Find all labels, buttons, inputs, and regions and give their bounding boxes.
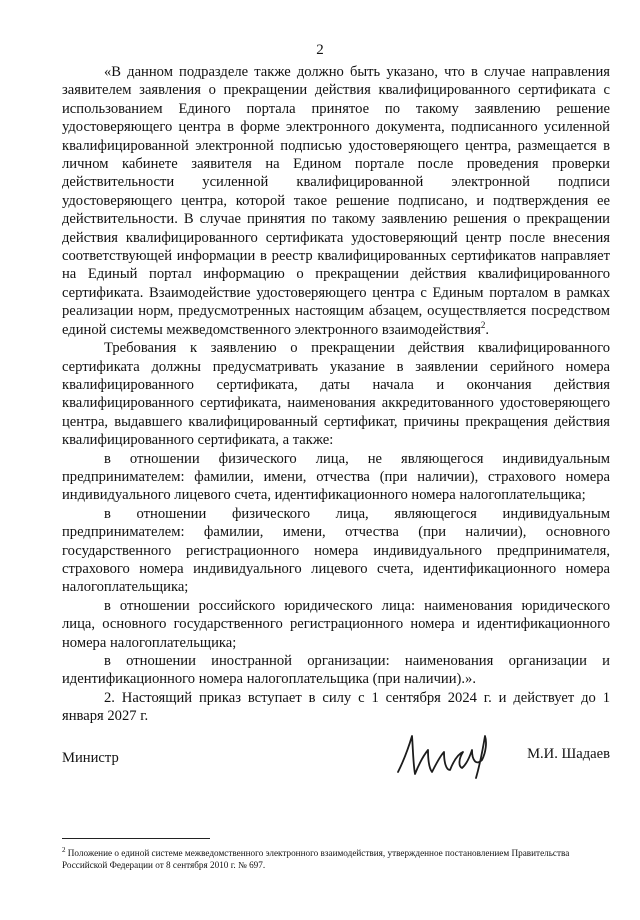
paragraph-foreign-organization: в отношении иностранной организации: наименования организации и идентификационного номера налогоплательщика (при наличии).».	[62, 653, 610, 688]
paragraph-effective-date: 2. Настоящий приказ вступает в силу с 1 сентября 2024 г. и действует до 1 января 2027 г.	[62, 689, 610, 725]
footnote-divider	[62, 838, 210, 839]
document-body	[62, 63, 610, 726]
paragraph-individual: в отношении физического лица, не являющегося индивидуальным предпринимателем: фамилии, имени, отчества (при наличии), страхового номера индивидуального лицевого счета, идентификационного номера налогоплательщика;	[62, 450, 610, 504]
page-number: 2	[316, 42, 324, 58]
paragraph-entrepreneur: в отношении физического лица, являющегося индивидуальным предпринимателем: фамилии, имени, отчества (при наличии), основного государственного регистрационного номера индивидуального предпринимателя, страхового номера индивидуального лицевого счета, идентификационного номера налогоплательщика;	[62, 505, 610, 596]
signer-name: М.И. Шадаев	[527, 746, 610, 762]
footnote-text: Положение о единой системе межведомственного электронного взаимодействия, утвержденное постановлением Правительства Российской Федерации от 8 сентября 2010 г. № 697.	[62, 848, 570, 871]
footnote	[62, 844, 610, 871]
signature-block	[62, 746, 610, 820]
paragraph-legal-entity: в отношении российского юридического лица: наименования юридического лица, основного государственного регистрационного номера и идентификационного номера налогоплательщика;	[62, 597, 610, 651]
paragraph-requirements: Требования к заявлению о прекращении действия квалифицированного сертификата должны предусматривать указание в заявлении серийного номера квалифицированного сертификата, даты начала и окончания действия квалифицированного сертификата, наименования аккредитованного удостоверяющего центра, выдавшего квалифицированный сертификат, причины прекращения действия квалифицированного сертификата, а также:	[62, 340, 610, 449]
paragraph-text: «В данном подразделе также должно быть указано, что в случае направления заявителем заявления о прекращении действия квалифицированного сертификата с использованием Единого портала принятое по такому заявлению решение удостоверяющего центра в форме электронного документа, подписанного усиленной квалифицированной электронной подписью удостоверяющего центра, размещается в личном кабинете заявителя на Едином портале после проведения проверки действительности усиленной квалифицированной электронной подписи удостоверяющего центра, которой такое решение подписано, и подтверждения ее действительности. В случае принятия по такому заявлению решения о прекращении действия квалифицированного сертификата удостоверяющий центр после внесения соответствующей информации в реестр квалифицированных сертификатов направляет на Единый портал информацию о прекращении действия квалифицированного сертификата. Взаимодействие удостоверяющего центра с Единым порталом в рамках реализации норм, предусмотренных настоящим абзацем, осуществляется посредством единой системы межведомственного электронного взаимодействия	[62, 64, 610, 338]
signer-title: Министр	[62, 750, 119, 766]
footnote-marker: 2	[62, 846, 66, 854]
paragraph-portal-decision	[62, 63, 610, 339]
handwritten-signature	[392, 730, 507, 785]
footnote-reference: 2	[480, 319, 486, 330]
paragraph-end-punctuation: .	[485, 321, 490, 338]
